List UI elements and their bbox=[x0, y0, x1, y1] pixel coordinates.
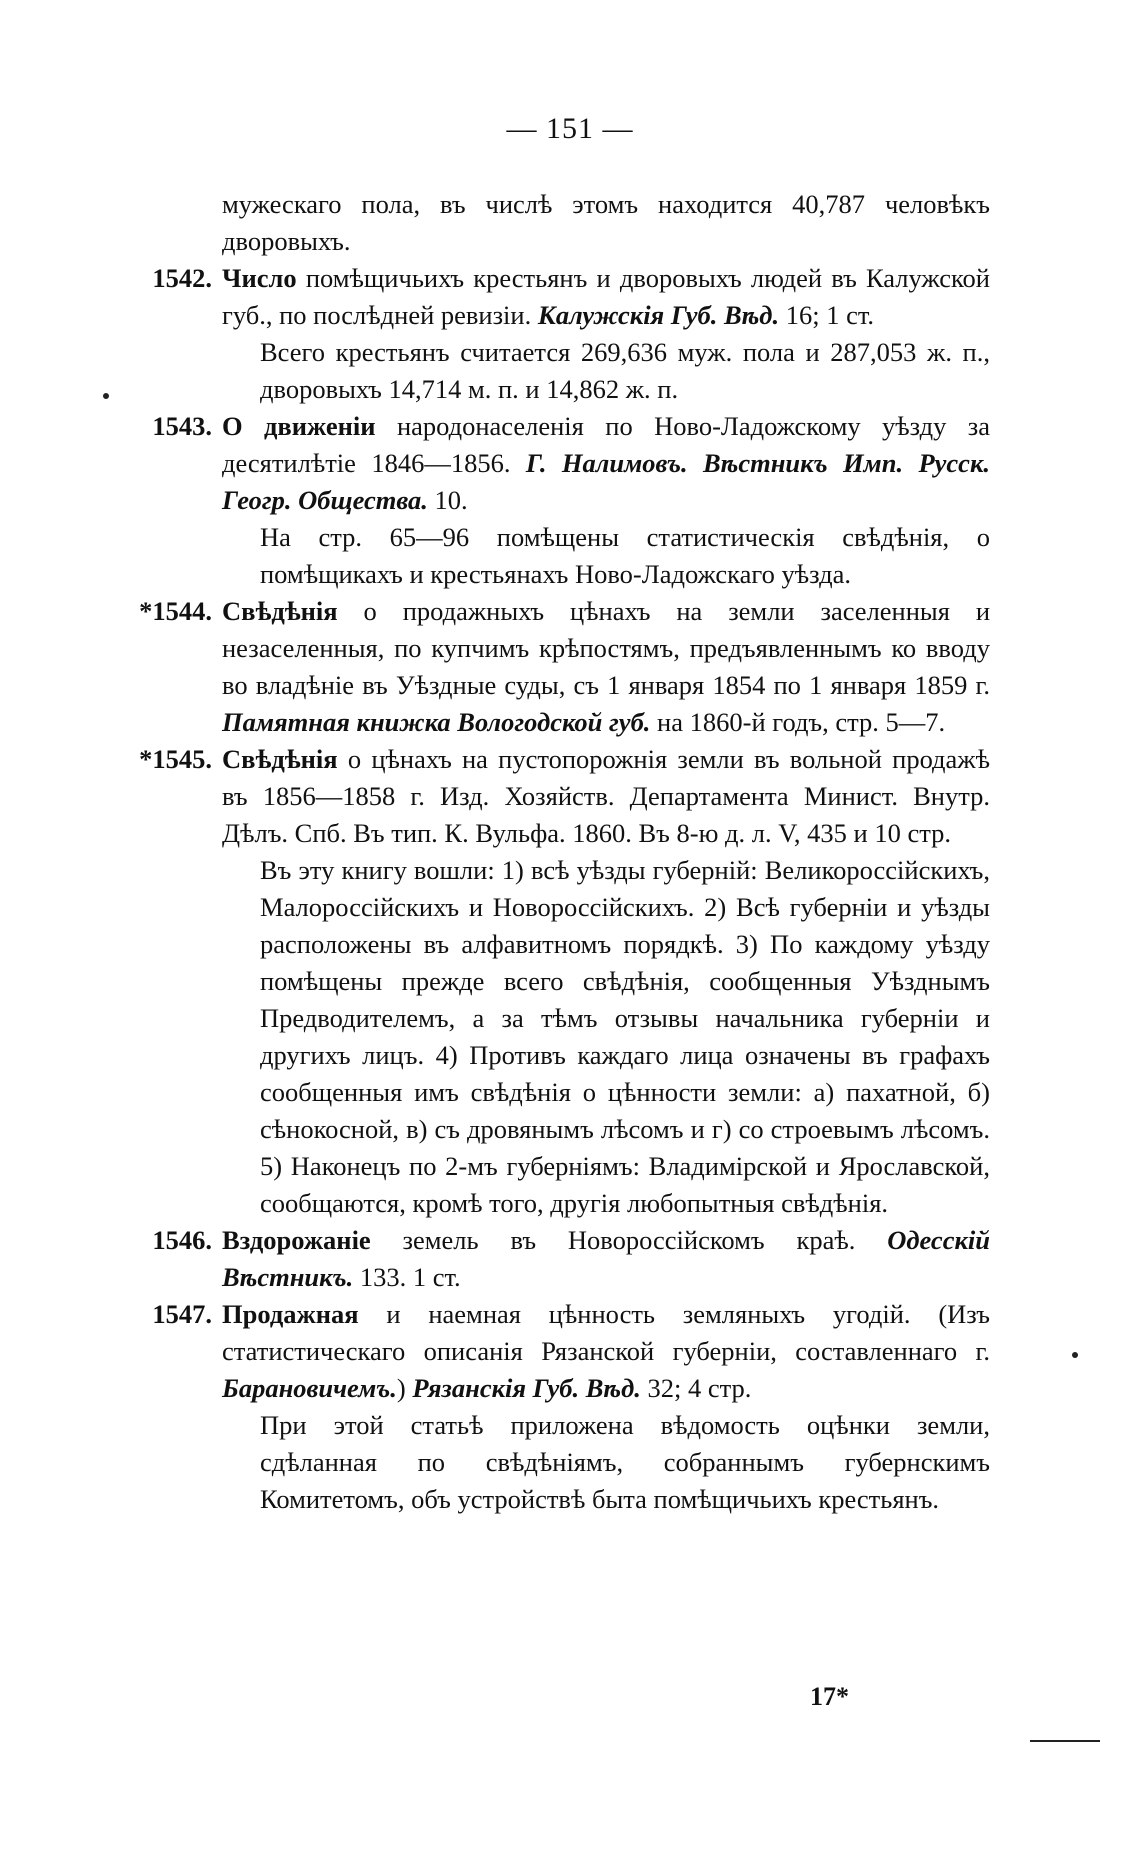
entry-lead: Свѣдѣнія bbox=[222, 744, 338, 774]
entry-lead: Число bbox=[222, 263, 297, 293]
entry-source: Памятная книжка Вологодской губ. bbox=[222, 707, 651, 737]
page-number: — 151 — bbox=[506, 112, 634, 145]
entry-text: земель въ Новороссійскомъ краѣ. bbox=[370, 1225, 888, 1255]
entry-1542 bbox=[70, 260, 990, 334]
entry-tail: ) bbox=[396, 1373, 413, 1403]
entry-source: Калужскія Губ. Вѣд. bbox=[537, 300, 780, 330]
entry-1544 bbox=[70, 593, 990, 741]
text-column bbox=[70, 186, 990, 1518]
signature-mark: 17* bbox=[810, 1682, 849, 1711]
entry-tail: 10. bbox=[427, 485, 468, 515]
print-speck bbox=[103, 393, 109, 399]
entry-tail-2: 32; 4 стр. bbox=[640, 1373, 752, 1403]
entry-lead: Продажная bbox=[222, 1299, 359, 1329]
entry-source-2: Рязанскія Губ. Вѣд. bbox=[412, 1373, 641, 1403]
entry-note: Всего крестьянъ считается 269,636 муж. пола и 287,053 ж. п., дворовыхъ 14,714 м. п. и 14,862 ж. п. bbox=[260, 337, 990, 404]
entry-number: *1544. bbox=[139, 596, 212, 626]
entry-text: и наемная цѣнность земляныхъ угодій. (Изъ статистическаго описанія Рязанской губерніи, составленнаго г. bbox=[222, 1299, 990, 1366]
entry-source: Барановичемъ. bbox=[222, 1373, 397, 1403]
print-speck bbox=[1072, 1352, 1078, 1358]
entry-number: 1547. bbox=[152, 1299, 212, 1329]
entry-text: помѣщичьихъ крестьянъ и дворовыхъ людей въ Калужской губ., по послѣдней ревизіи. bbox=[222, 263, 990, 330]
entry-number: *1545. bbox=[139, 744, 212, 774]
entry-lead: Свѣдѣнія bbox=[222, 596, 338, 626]
margin-rule bbox=[1030, 1740, 1100, 1742]
entry-1545 bbox=[70, 741, 990, 852]
entry-lead: Вздорожаніе bbox=[222, 1225, 371, 1255]
entry-source: Г. Налимовъ. Вѣстникъ Имп. Русск. Геогр. Общества. bbox=[222, 448, 990, 515]
entry-1546 bbox=[70, 1222, 990, 1296]
entry-source: Одесскій Вѣстникъ. bbox=[222, 1225, 990, 1292]
entry-tail: 16; 1 ст. bbox=[779, 300, 875, 330]
entry-tail: на 1860-й годъ, стр. 5—7. bbox=[650, 707, 946, 737]
entry-tail: 133. 1 ст. bbox=[353, 1262, 461, 1292]
entry-1547 bbox=[70, 1296, 990, 1407]
entry-note: При этой статьѣ приложена вѣдомость оцѣнки земли, сдѣланная по свѣдѣніямъ, собраннымъ губернскимъ Комитетомъ, объ устройствѣ быта помѣщичьихъ крестьянъ. bbox=[260, 1410, 990, 1514]
entry-note: На стр. 65—96 помѣщены статистическія свѣдѣнія, о помѣщикахъ и крестьянахъ Ново-Ладожскаго уѣзда. bbox=[260, 522, 990, 589]
entry-text: о цѣнахъ на пустопорожнія земли въ вольной продажѣ въ 1856—1858 г. Изд. Хозяйств. Департамента Минист. Внутр. Дѣлъ. Спб. Въ тип. К. Вульфа. 1860. Въ 8-ю д. л. V, 435 и 10 стр. bbox=[222, 744, 990, 848]
entry-text: народонаселенія по Ново-Ладожскому уѣзду за десятилѣтіе 1846—1856. bbox=[222, 411, 990, 478]
entry-number: 1542. bbox=[152, 263, 212, 293]
entry-number: 1546. bbox=[152, 1225, 212, 1255]
entry-lead: О движеніи bbox=[222, 411, 376, 441]
entry-1543 bbox=[70, 408, 990, 519]
entry-number: 1543. bbox=[152, 411, 212, 441]
entry-text: о продажныхъ цѣнахъ на земли заселенныя и незаселенныя, по купчимъ крѣпостямъ, предъявленнымъ ко вводу во владѣніе въ Уѣздные суды, съ 1 января 1854 по 1 января 1859 г. bbox=[222, 596, 990, 700]
entry-note: Въ эту книгу вошли: 1) всѣ уѣзды губерній: Великороссійскихъ, Малороссійскихъ и Новороссійскихъ. 2) Всѣ губерніи и уѣзды расположены въ алфавитномъ порядкѣ. 3) По каждому уѣзду помѣщены прежде всего свѣдѣнія, сообщенныя Уѣзднымъ Предводителемъ, а за тѣмъ отзывы начальника губерніи и другихъ лицъ. 4) Противъ каждаго лица означены въ графахъ сообщенныя имъ свѣдѣнія о цѣнности земли: а) пахатной, б) сѣнокосной, в) съ дровянымъ лѣсомъ и г) со строевымъ лѣсомъ. 5) Наконецъ по 2-мъ губерніямъ: Владимірской и Ярославской, сообщаются, кромѣ того, другія любопытныя свѣдѣнія. bbox=[260, 855, 990, 1218]
intro-paragraph: мужескаго пола, въ числѣ этомъ находится 40,787 человѣкъ дворовыхъ. bbox=[222, 189, 990, 256]
